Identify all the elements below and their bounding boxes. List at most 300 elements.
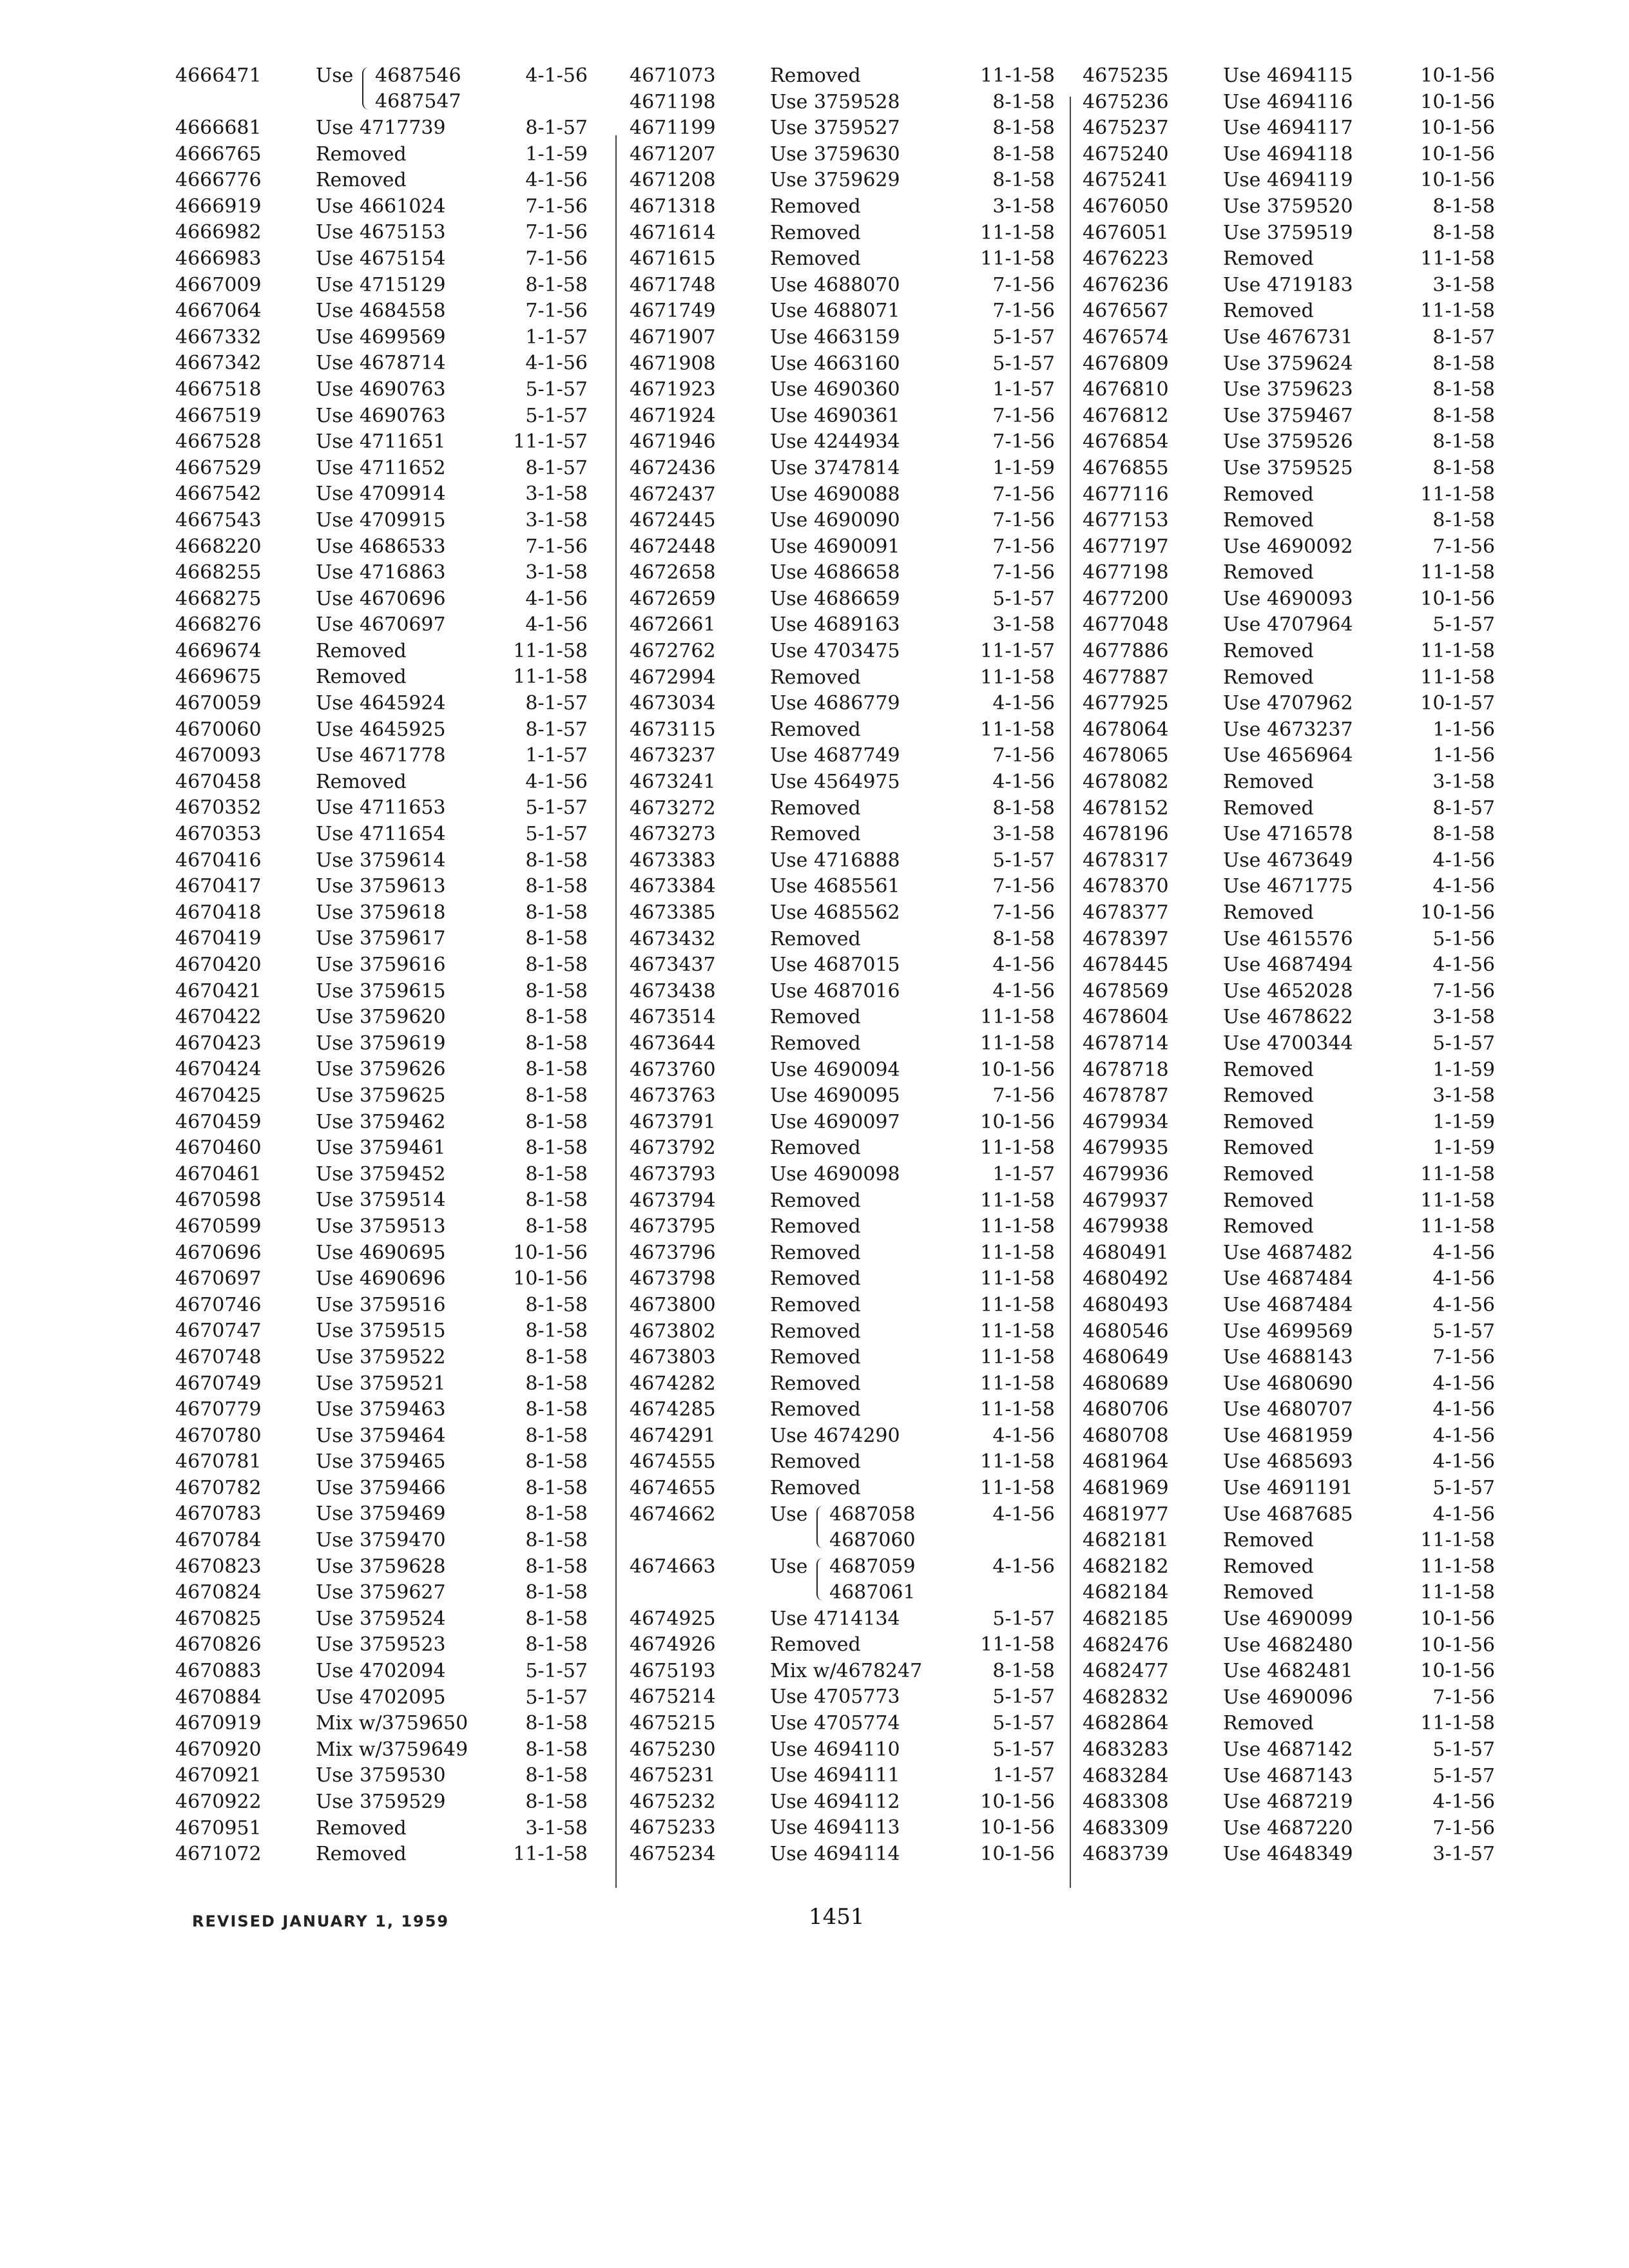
replacement-note: Use 4716863 xyxy=(316,561,446,584)
table-row xyxy=(175,769,588,796)
replacement-note: Removed xyxy=(1223,509,1314,532)
part-number: 4670826 xyxy=(175,1633,262,1657)
effective-date: 8-1-58 xyxy=(525,1189,588,1212)
part-number: 4675193 xyxy=(630,1659,716,1682)
replacement-note: Use 3759522 xyxy=(316,1345,446,1369)
replacement-note: Removed xyxy=(1223,771,1314,794)
replacement-note: Use 4694119 xyxy=(1223,169,1353,192)
replacement-note: Use 4687494 xyxy=(1223,954,1353,977)
part-number: 4667342 xyxy=(175,352,262,375)
replacement-note: Use 4711652 xyxy=(316,456,446,479)
replacement-note: Removed xyxy=(1223,300,1314,323)
effective-date: 5-1-57 xyxy=(1432,1738,1495,1761)
replacement-note: Use 3759624 xyxy=(1223,352,1353,375)
replacement-note: Use 4687220 xyxy=(1223,1816,1353,1840)
part-number: 4680649 xyxy=(1083,1346,1169,1369)
part-number: 4668275 xyxy=(175,587,262,610)
part-number: 4667064 xyxy=(175,300,262,323)
effective-date: 11-1-58 xyxy=(1420,300,1495,323)
replacement-note: Use 3759465 xyxy=(316,1450,446,1474)
part-number: 4676236 xyxy=(1083,273,1169,296)
part-number: 4672437 xyxy=(630,483,716,506)
effective-date: 7-1-56 xyxy=(525,300,588,323)
effective-date: 3-1-58 xyxy=(1432,771,1495,794)
table-row xyxy=(175,1501,588,1528)
effective-date: 3-1-58 xyxy=(1432,1006,1495,1029)
replacement-note: Use 4661024 xyxy=(316,195,446,218)
replacement-note: Use 4690095 xyxy=(770,1084,900,1108)
replacement-note: Use 4685562 xyxy=(770,901,900,924)
table-row xyxy=(630,273,1055,299)
replacement-note: Use 4564975 xyxy=(770,771,900,794)
table-row xyxy=(630,1684,1055,1711)
replacement-note: Use 3759626 xyxy=(316,1058,446,1081)
table-row xyxy=(630,1763,1055,1789)
table-row xyxy=(175,1789,588,1816)
effective-date: 4-1-56 xyxy=(992,771,1055,794)
replacement-note: Removed xyxy=(1223,1215,1314,1238)
replacement-note: Removed xyxy=(770,1372,861,1395)
table-row xyxy=(1083,298,1495,325)
table-row xyxy=(1083,1658,1495,1685)
effective-date: 7-1-56 xyxy=(525,195,588,218)
replacement-note: Use 4690099 xyxy=(1223,1608,1353,1631)
table-row xyxy=(175,1737,588,1763)
table-row xyxy=(1083,1319,1495,1345)
table-row xyxy=(175,979,588,1005)
replacement-note: Use 3759617 xyxy=(316,927,446,950)
replacement-note: Use 4684558 xyxy=(316,300,446,323)
replacement-note: Use 4687219 xyxy=(1223,1791,1353,1814)
effective-date: 5-1-57 xyxy=(525,1686,588,1709)
replacement-note: Use 3759466 xyxy=(316,1476,446,1499)
replacement-note: Use 4687482 xyxy=(1223,1241,1353,1264)
effective-date: 5-1-57 xyxy=(992,1607,1055,1630)
effective-date: 11-1-58 xyxy=(980,666,1055,689)
part-number: 4670418 xyxy=(175,901,262,924)
table-row xyxy=(1083,769,1495,796)
replacement-note: Removed xyxy=(1223,1137,1314,1160)
part-number: 4678064 xyxy=(1083,718,1169,741)
effective-date: 8-1-57 xyxy=(525,718,588,741)
replacement-note: Removed xyxy=(770,718,861,741)
table-row xyxy=(630,796,1055,822)
part-number: 4675215 xyxy=(630,1712,716,1735)
part-number: 4670749 xyxy=(175,1372,262,1395)
part-number: 4671318 xyxy=(630,195,716,218)
replacement-note: Use 4702095 xyxy=(316,1686,446,1709)
replacement-note: Use 4652028 xyxy=(1223,979,1353,1003)
use-word: Use xyxy=(316,64,354,87)
part-number: 4670951 xyxy=(175,1816,262,1840)
effective-date: 8-1-58 xyxy=(525,1450,588,1474)
part-number: 4680546 xyxy=(1083,1320,1169,1343)
effective-date: 8-1-58 xyxy=(992,1659,1055,1682)
replacement-note: Removed xyxy=(770,1477,861,1500)
part-number: 4667528 xyxy=(175,430,262,454)
effective-date: 1-1-56 xyxy=(1432,718,1495,741)
effective-date: 4-1-56 xyxy=(992,979,1055,1003)
table-row xyxy=(630,1004,1055,1031)
replacement-note: Use 4691191 xyxy=(1223,1477,1353,1500)
part-number: 4678714 xyxy=(1083,1032,1169,1055)
part-number: 4675214 xyxy=(630,1686,716,1709)
replacement-note: Removed xyxy=(1223,483,1314,506)
effective-date: 8-1-58 xyxy=(1432,823,1495,846)
table-row xyxy=(1083,586,1495,613)
table-row xyxy=(1083,1528,1495,1554)
replacement-note: Removed xyxy=(1223,1712,1314,1735)
replacement-note: Removed xyxy=(1223,561,1314,584)
effective-date: 10-1-56 xyxy=(980,1843,1055,1865)
table-row xyxy=(175,481,588,508)
replacement-note: Use 3759463 xyxy=(316,1398,446,1421)
table-row xyxy=(175,926,588,952)
table-row xyxy=(175,612,588,639)
effective-date: 1-1-57 xyxy=(525,744,588,767)
effective-date: 10-1-56 xyxy=(980,1058,1055,1081)
part-number: 4676050 xyxy=(1083,195,1169,218)
effective-date: 11-1-58 xyxy=(1420,247,1495,271)
part-number: 4670921 xyxy=(175,1764,262,1787)
replacement-note: Use 4709915 xyxy=(316,508,446,532)
use-word: Use xyxy=(770,1503,808,1526)
brace-mark xyxy=(816,1558,824,1600)
part-number: 4670423 xyxy=(175,1032,262,1055)
alternate-part-number: 4687547 xyxy=(375,90,461,113)
effective-date: 7-1-56 xyxy=(525,221,588,244)
replacement-note: Use 4709914 xyxy=(316,483,446,506)
table-row xyxy=(1083,927,1495,953)
table-row xyxy=(1083,1135,1495,1162)
replacement-note: Use 4690695 xyxy=(316,1241,446,1264)
effective-date: 11-1-57 xyxy=(980,640,1055,663)
effective-date: 8-1-58 xyxy=(1432,509,1495,532)
part-number: 4678569 xyxy=(1083,979,1169,1003)
part-number: 4676810 xyxy=(1083,378,1169,401)
part-number: 4673437 xyxy=(630,954,716,977)
part-number: 4673794 xyxy=(630,1189,716,1212)
replacement-note: Use 4694113 xyxy=(770,1816,900,1840)
table-row xyxy=(630,1214,1055,1240)
effective-date: 5-1-57 xyxy=(525,796,588,820)
table-row xyxy=(175,691,588,717)
table-row xyxy=(175,403,588,430)
part-number: 4682181 xyxy=(1083,1529,1169,1552)
table-row xyxy=(630,822,1055,848)
part-number: 4666681 xyxy=(175,117,262,139)
table-row xyxy=(1083,1737,1495,1763)
table-row xyxy=(1083,1763,1495,1790)
table-row xyxy=(1083,534,1495,561)
replacement-note: Use 3759628 xyxy=(316,1555,446,1578)
part-number: 4675233 xyxy=(630,1816,716,1840)
part-number: 4677925 xyxy=(1083,692,1169,715)
part-number: 4675232 xyxy=(630,1790,716,1813)
effective-date: 11-1-58 xyxy=(1420,1215,1495,1238)
table-row xyxy=(630,1658,1055,1685)
effective-date: 5-1-56 xyxy=(1432,927,1495,950)
effective-date: 8-1-58 xyxy=(1432,456,1495,479)
table-row xyxy=(1083,612,1495,639)
part-number: 4673514 xyxy=(630,1006,716,1029)
part-number: 4677197 xyxy=(1083,535,1169,558)
part-number: 4671615 xyxy=(630,247,716,271)
table-row xyxy=(1083,1397,1495,1423)
part-number: 4678787 xyxy=(1083,1084,1169,1108)
part-number: 4670883 xyxy=(175,1660,262,1683)
table-row xyxy=(1083,1580,1495,1606)
effective-date: 5-1-57 xyxy=(1432,613,1495,637)
effective-date: 5-1-57 xyxy=(992,849,1055,872)
table-row xyxy=(175,115,588,142)
part-number: 4673800 xyxy=(630,1293,716,1316)
replacement-note: Use 3747814 xyxy=(770,456,900,479)
part-number: 4671073 xyxy=(630,64,716,87)
effective-date: 7-1-56 xyxy=(992,273,1055,296)
replacement-note: Use 4703475 xyxy=(770,640,900,663)
table-row xyxy=(175,351,588,377)
table-row xyxy=(175,822,588,848)
table-row xyxy=(175,639,588,665)
effective-date: 11-1-58 xyxy=(980,1398,1055,1421)
replacement-note: Use 4717739 xyxy=(316,117,446,139)
effective-date: 10-1-56 xyxy=(980,1790,1055,1813)
part-number: 4670424 xyxy=(175,1058,262,1081)
parts-column-2 xyxy=(630,63,1055,1868)
table-row xyxy=(630,1083,1055,1110)
table-row xyxy=(1083,1240,1495,1267)
effective-date: 8-1-58 xyxy=(525,1633,588,1657)
effective-date: 10-1-56 xyxy=(1420,169,1495,192)
table-row xyxy=(630,534,1055,561)
effective-date: 7-1-56 xyxy=(992,561,1055,584)
table-row xyxy=(630,979,1055,1005)
effective-date: 4-1-56 xyxy=(525,352,588,375)
table-row xyxy=(175,1475,588,1502)
part-number: 4673237 xyxy=(630,744,716,767)
part-number: 4667519 xyxy=(175,404,262,427)
effective-date: 3-1-58 xyxy=(525,508,588,532)
table-row xyxy=(630,220,1055,247)
table-row xyxy=(175,273,588,299)
table-row xyxy=(175,952,588,979)
effective-date: 4-1-56 xyxy=(1432,849,1495,872)
effective-date: 5-1-57 xyxy=(1432,1320,1495,1343)
replacement-note: Removed xyxy=(1223,1084,1314,1108)
replacement-note: Use 4705774 xyxy=(770,1712,900,1735)
part-number: 4666471 xyxy=(175,64,262,87)
effective-date: 1-1-59 xyxy=(1432,1110,1495,1133)
part-number: 4678370 xyxy=(1083,875,1169,898)
replacement-note: Use 4707964 xyxy=(1223,613,1353,637)
part-number: 4672661 xyxy=(630,613,716,637)
replacement-note: Use 4663159 xyxy=(770,325,900,349)
part-number: 4672994 xyxy=(630,666,716,689)
effective-date: 8-1-58 xyxy=(525,1555,588,1578)
replacement-note: Use 4686659 xyxy=(770,587,900,610)
table-row xyxy=(630,639,1055,665)
replacement-note: Removed xyxy=(1223,1189,1314,1212)
replacement-note: Use 3759619 xyxy=(316,1032,446,1055)
use-word: Use xyxy=(770,1555,808,1578)
table-row xyxy=(175,1345,588,1371)
parts-column-3 xyxy=(1083,63,1495,1868)
part-number: 4679937 xyxy=(1083,1189,1169,1212)
part-number: 4676855 xyxy=(1083,456,1169,479)
table-row xyxy=(175,1240,588,1267)
table-row xyxy=(1083,848,1495,874)
part-number: 4678082 xyxy=(1083,771,1169,794)
table-row xyxy=(175,1371,588,1398)
part-number: 4671614 xyxy=(630,221,716,244)
revised-date-footer: REVISED JANUARY 1, 1959 xyxy=(192,1912,450,1930)
part-number: 4670779 xyxy=(175,1398,262,1421)
part-number: 4679934 xyxy=(1083,1110,1169,1133)
part-number: 4670824 xyxy=(175,1581,262,1604)
replacement-note: Use 3759464 xyxy=(316,1424,446,1447)
replacement-note: Removed xyxy=(316,1843,407,1866)
replacement-note: Use 4680690 xyxy=(1223,1372,1353,1395)
effective-date: 8-1-58 xyxy=(525,1320,588,1343)
replacement-note: Use 3759470 xyxy=(316,1529,446,1552)
part-number: 4676812 xyxy=(1083,404,1169,427)
part-number: 4675235 xyxy=(1083,64,1169,87)
table-row xyxy=(630,1449,1055,1475)
effective-date: 8-1-58 xyxy=(525,273,588,296)
table-row xyxy=(175,1135,588,1162)
part-number: 4670919 xyxy=(175,1712,262,1735)
replacement-note: Use 3759524 xyxy=(316,1607,446,1630)
replacement-note: Removed xyxy=(1223,1555,1314,1578)
part-number: 4683309 xyxy=(1083,1816,1169,1840)
part-number: 4676567 xyxy=(1083,300,1169,323)
effective-date: 5-1-57 xyxy=(525,404,588,427)
replacement-note: Use 4694111 xyxy=(770,1764,900,1787)
table-row xyxy=(175,1528,588,1554)
table-row xyxy=(175,429,588,456)
table-row xyxy=(175,1606,588,1633)
effective-date: 8-1-58 xyxy=(525,927,588,950)
effective-date: 11-1-57 xyxy=(513,430,588,454)
part-number: 4668255 xyxy=(175,561,262,584)
table-row xyxy=(1083,796,1495,822)
replacement-note: Removed xyxy=(770,927,861,950)
replacement-note: Use 4690092 xyxy=(1223,535,1353,558)
effective-date: 4-1-56 xyxy=(525,770,588,793)
replacement-note: Use 4687484 xyxy=(1223,1293,1353,1316)
part-number: 4682477 xyxy=(1083,1660,1169,1683)
replacement-note: Removed xyxy=(770,1450,861,1474)
effective-date: 10-1-56 xyxy=(513,1241,588,1264)
part-number: 4673273 xyxy=(630,823,716,846)
effective-date: 8-1-58 xyxy=(525,1791,588,1813)
part-number: 4675237 xyxy=(1083,117,1169,140)
effective-date: 8-1-58 xyxy=(525,1006,588,1029)
effective-date: 10-1-56 xyxy=(1420,901,1495,924)
part-number: 4670825 xyxy=(175,1607,262,1630)
effective-date: 4-1-56 xyxy=(992,954,1055,977)
effective-date: 11-1-58 xyxy=(980,221,1055,244)
effective-date: 3-1-58 xyxy=(1432,1084,1495,1108)
part-number: 4683308 xyxy=(1083,1791,1169,1814)
effective-date: 8-1-58 xyxy=(525,1607,588,1630)
part-number: 4670461 xyxy=(175,1162,262,1186)
part-number: 4672762 xyxy=(630,640,716,663)
effective-date: 8-1-58 xyxy=(525,1738,588,1761)
effective-date: 11-1-58 xyxy=(1420,666,1495,689)
replacement-note: Use 4682480 xyxy=(1223,1633,1353,1657)
part-number: 4675241 xyxy=(1083,169,1169,192)
replacement-note: Use 4690090 xyxy=(770,509,900,532)
part-number: 4680491 xyxy=(1083,1241,1169,1264)
part-number: 4677200 xyxy=(1083,587,1169,610)
table-row xyxy=(630,586,1055,613)
replacement-note: Use 4690088 xyxy=(770,483,900,506)
effective-date: 4-1-56 xyxy=(525,169,588,192)
replacement-note: Removed xyxy=(770,1346,861,1369)
effective-date: 8-1-57 xyxy=(525,117,588,139)
part-number: 4670823 xyxy=(175,1555,262,1578)
alternate-part-number: 4687060 xyxy=(829,1528,916,1552)
replacement-note: Use 4687015 xyxy=(770,954,900,977)
replacement-note: Use 3759523 xyxy=(316,1633,446,1657)
replacement-note: Mix w/4678247 xyxy=(770,1659,923,1682)
replacement-note: Use 3759615 xyxy=(316,979,446,1003)
effective-date: 1-1-59 xyxy=(1432,1058,1495,1081)
table-row xyxy=(630,351,1055,378)
table-row xyxy=(175,1397,588,1423)
effective-date: 4-1-56 xyxy=(525,587,588,610)
effective-date: 7-1-56 xyxy=(992,300,1055,323)
replacement-note: Removed xyxy=(1223,796,1314,820)
replacement-note: Use 3759530 xyxy=(316,1764,446,1787)
replacement-note: Use 4690094 xyxy=(770,1058,900,1081)
effective-date: 5-1-57 xyxy=(1432,1032,1495,1055)
effective-date: 8-1-58 xyxy=(525,1084,588,1107)
column-separator xyxy=(615,135,617,1888)
replacement-note: Use 4645924 xyxy=(316,692,446,715)
effective-date: 8-1-58 xyxy=(525,1293,588,1316)
table-row xyxy=(175,848,588,874)
effective-date: 8-1-58 xyxy=(525,1032,588,1055)
part-number: 4668220 xyxy=(175,535,262,558)
effective-date: 5-1-57 xyxy=(992,352,1055,375)
replacement-note: Removed xyxy=(770,1293,861,1316)
alternate-part-number: 4687059 xyxy=(829,1555,916,1578)
part-number: 4680493 xyxy=(1083,1293,1169,1316)
effective-date: 8-1-57 xyxy=(1432,325,1495,349)
replacement-note: Removed xyxy=(770,64,861,87)
part-number: 4671207 xyxy=(630,142,716,166)
table-row xyxy=(1083,1031,1495,1057)
table-row xyxy=(175,1711,588,1737)
effective-date: 11-1-58 xyxy=(980,1477,1055,1500)
effective-date: 8-1-58 xyxy=(525,1529,588,1552)
effective-date: 8-1-57 xyxy=(525,456,588,479)
table-row xyxy=(1083,273,1495,299)
part-number: 4679935 xyxy=(1083,1137,1169,1160)
replacement-note: Use 3759620 xyxy=(316,1006,446,1029)
table-row xyxy=(175,1658,588,1685)
table-row xyxy=(1083,1083,1495,1110)
part-number: 4673272 xyxy=(630,796,716,820)
replacement-note: Removed xyxy=(1223,640,1314,663)
replacement-note: Use 4687685 xyxy=(1223,1503,1353,1526)
part-number: 4670419 xyxy=(175,927,262,950)
table-row xyxy=(630,1815,1055,1841)
part-number: 4668276 xyxy=(175,613,262,637)
